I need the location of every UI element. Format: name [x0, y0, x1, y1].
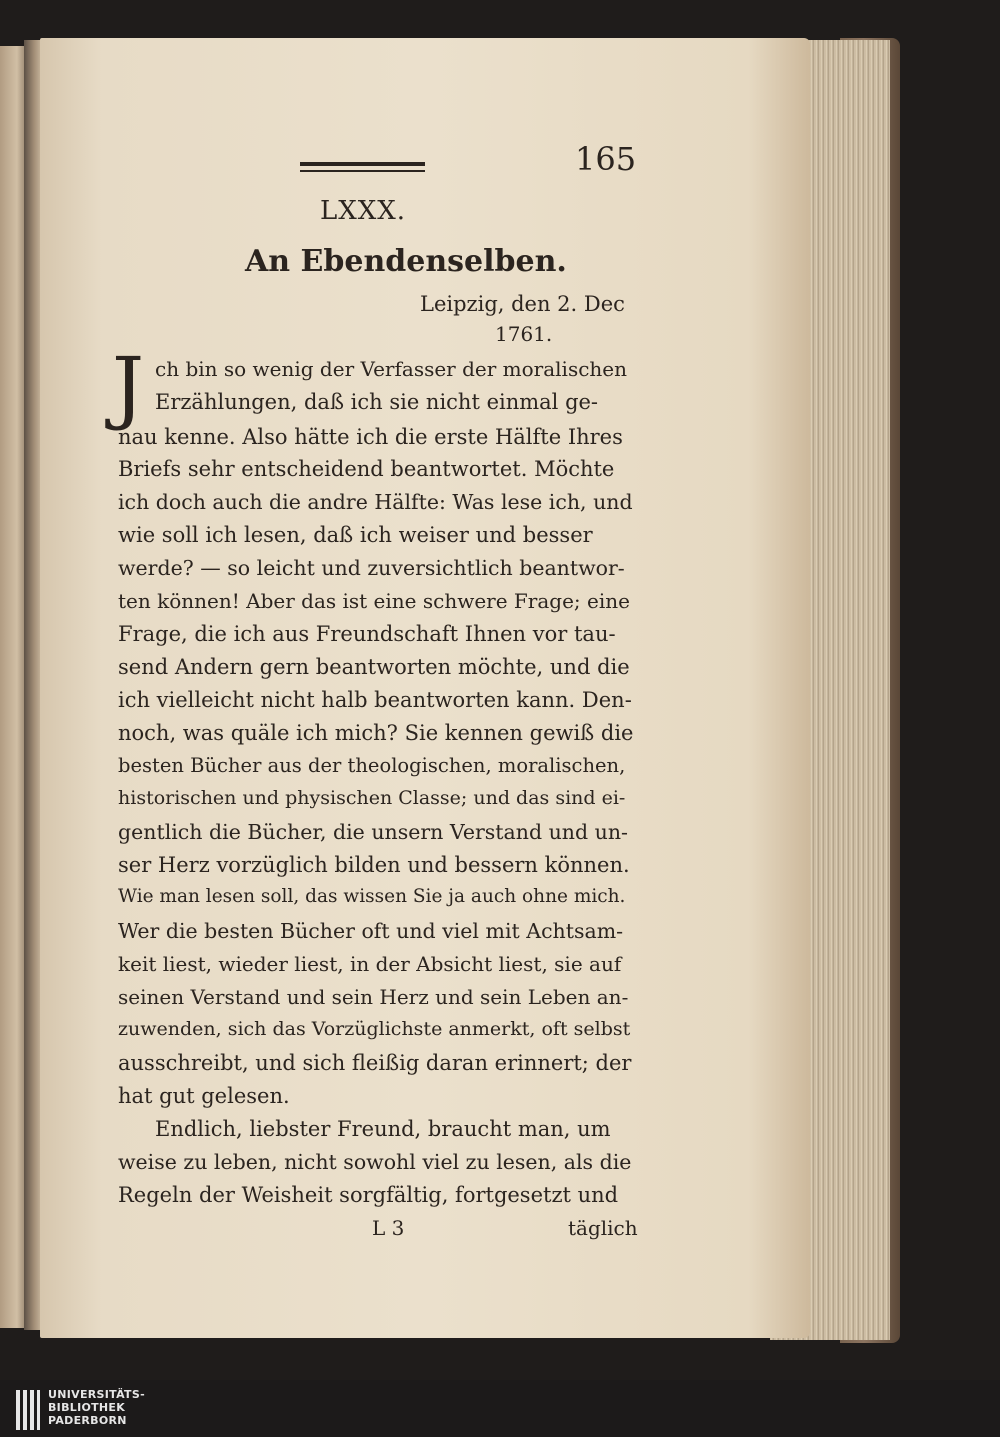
body-line: Frage, die ich aus Freundschaft Ihnen vor tau- [118, 622, 616, 646]
drop-cap: J [112, 340, 145, 433]
logo-line: UNIVERSITÄTS- [48, 1388, 145, 1401]
body-line: Briefs sehr entscheidend beantwortet. Möchte [118, 457, 615, 481]
body-line: nau kenne. Also hätte ich die erste Hälfte Ihres [118, 425, 623, 449]
letter-dateline: Leipzig, den 2. Dec [420, 292, 625, 316]
body-line: historischen und physischen Classe; und das sind ei- [118, 787, 626, 809]
letter-title: An Ebendenselben. [245, 244, 567, 279]
body-line: Wer die besten Bücher oft und viel mit Achtsam- [118, 919, 624, 943]
page-number: 165 [575, 140, 637, 178]
logo-line: BIBLIOTHEK [48, 1401, 126, 1414]
letter-numeral: LXXX. [320, 196, 407, 226]
body-line: Endlich, liebster Freund, braucht man, um [155, 1117, 611, 1141]
body-line: besten Bücher aus der theologischen, moralischen, [118, 754, 626, 777]
catchword: täglich [568, 1216, 638, 1240]
body-line: hat gut gelesen. [118, 1084, 290, 1108]
title-rule-thick [300, 162, 425, 166]
body-line: seinen Verstand und sein Herz und sein Leben an- [118, 985, 629, 1009]
body-line: weise zu leben, nicht sowohl viel zu lesen, als die [118, 1150, 632, 1174]
body-line: gentlich die Bücher, die unsern Verstand und un- [118, 820, 628, 844]
body-line: Regeln der Weisheit sorgfältig, fortgesetzt und [118, 1183, 619, 1207]
logo-line: PADERBORN [48, 1414, 127, 1427]
library-logo-icon [16, 1390, 40, 1430]
body-line: wie soll ich lesen, daß ich weiser und besser [118, 523, 593, 547]
body-line: ch bin so wenig der Verfasser der moralischen [155, 357, 628, 381]
body-line: send Andern gern beantworten möchte, und die [118, 655, 630, 679]
body-line: ich doch auch die andre Hälfte: Was lese ich, und [118, 490, 633, 514]
body-line: werde? — so leicht und zuversichtlich beantwor- [118, 556, 625, 580]
signature-mark: L 3 [372, 1216, 405, 1240]
title-rule-thin [300, 170, 425, 172]
letter-date-year: 1761. [495, 322, 553, 346]
body-line: Erzählungen, daß ich sie nicht einmal ge- [155, 390, 599, 414]
footer-bar [0, 1380, 1000, 1437]
body-line: Wie man lesen soll, das wissen Sie ja auch ohne mich. [118, 886, 626, 907]
body-line: zuwenden, sich das Vorzüglichste anmerkt, oft selbst [118, 1018, 631, 1040]
body-line: ausschreibt, und sich fleißig daran erinnert; der [118, 1051, 632, 1075]
body-line: keit liest, wieder liest, in der Absicht liest, sie auf [118, 952, 622, 976]
body-line: ten können! Aber das ist eine schwere Frage; eine [118, 589, 630, 613]
body-line: noch, was quäle ich mich? Sie kennen gewiß die [118, 721, 634, 745]
body-line: ich vielleicht nicht halb beantworten kann. Den- [118, 688, 632, 712]
body-line: ser Herz vorzüglich bilden und bessern können. [118, 853, 630, 877]
library-logo-text [48, 1388, 145, 1427]
